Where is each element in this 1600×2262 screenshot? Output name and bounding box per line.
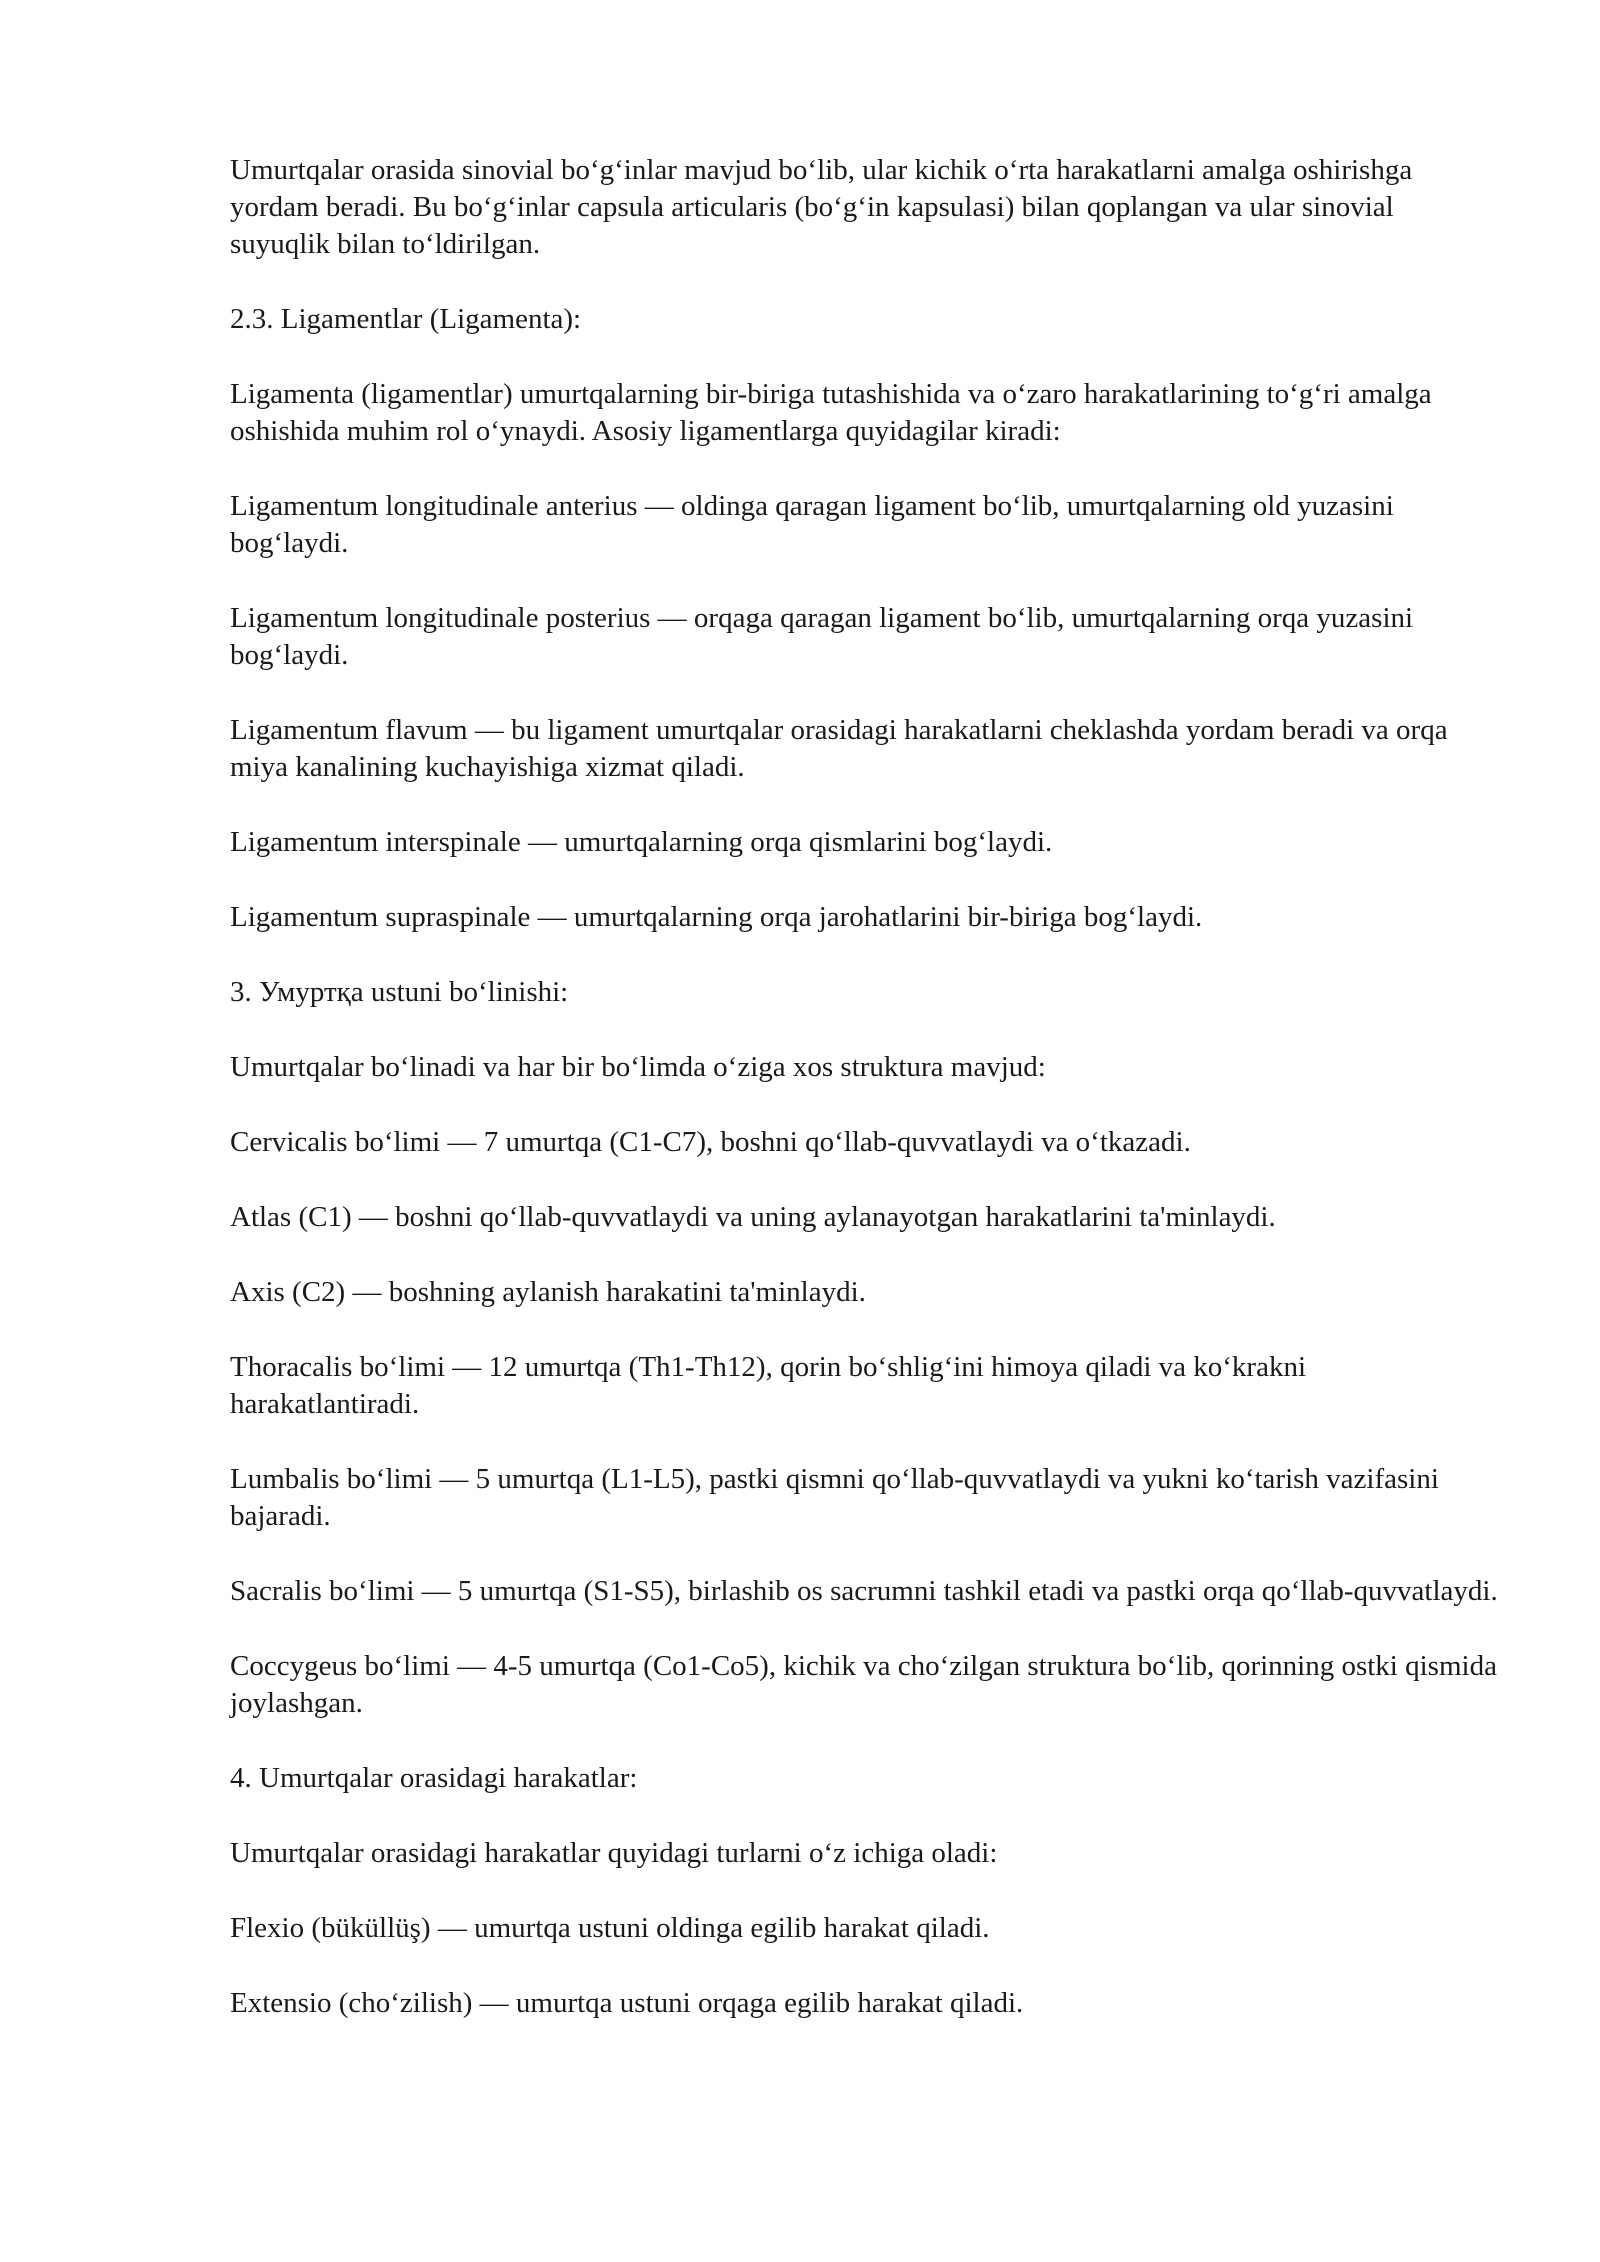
paragraph-movements-intro: Umurtqalar orasidagi harakatlar quyidagi turlarni oʻz ichiga oladi: [230,1837,998,1869]
paragraph-atlas: Atlas (C1) — boshni qoʻllab-quvvatlaydi va uning aylanayotgan harakatlarini ta'minlaydi. [230,1201,1276,1233]
paragraph-flexio: Flexio (büküllüş) — umurtqa ustuni oldinga egilib harakat qiladi. [230,1912,990,1944]
paragraph-ligament-posterius: Ligamentum longitudinale posterius — orqaga qaragan ligament boʻlib, umurtqalarning orqa yuzasini bogʻlaydi. [230,602,1414,671]
paragraph-cervicalis: Cervicalis boʻlimi — 7 umurtqa (C1-C7), boshni qoʻllab-quvvatlaydi va oʻtkazadi. [230,1126,1191,1158]
paragraph-sacralis: Sacralis boʻlimi — 5 umurtqa (S1-S5), birlashib os sacrumni tashkil etadi va pastki orqa qoʻllab-quvvatlaydi. [230,1575,1498,1607]
paragraph-sinovial-joints: Umurtqalar orasida sinovial boʻgʻinlar mavjud boʻlib, ular kichik oʻrta harakatlarni amalga oshirishga yordam beradi. Bu boʻgʻinlar capsula articularis (boʻgʻin kapsulasi) bilan qoplangan va ular sinovial suyuqlik bilan toʻldirilgan. [230,154,1413,260]
paragraph-ligaments-intro: Ligamenta (ligamentlar) umurtqalarning bir-biriga tutashishida va oʻzaro harakatlarining toʻgʻri amalga oshishida muhim rol oʻynaydi. Asosiy ligamentlarga quyidagilar kiradi: [230,378,1432,447]
paragraph-spine-division-intro: Umurtqalar boʻlinadi va har bir boʻlimda oʻziga xos struktura mavjud: [230,1051,1046,1083]
paragraph-coccygeus: Coccygeus boʻlimi — 4-5 umurtqa (Co1-Co5), kichik va choʻzilgan struktura boʻlib, qorinning ostki qismida joylashgan. [230,1650,1497,1719]
section-heading-spine-division: 3. Умуртқа ustuni boʻlinishi: [230,976,569,1008]
paragraph-ligament-supraspinale: Ligamentum supraspinale — umurtqalarning orqa jarohatlarini bir-biriga bogʻlaydi. [230,901,1203,933]
paragraph-ligament-flavum: Ligamentum flavum — bu ligament umurtqalar orasidagi harakatlarni cheklashda yordam beradi va orqa miya kanalining kuchayishiga xizmat qiladi. [230,714,1448,783]
paragraph-ligament-anterius: Ligamentum longitudinale anterius — oldinga qaragan ligament boʻlib, umurtqalarning old yuzasini bogʻlaydi. [230,490,1394,559]
section-heading-movements: 4. Umurtqalar orasidagi harakatlar: [230,1762,638,1794]
paragraph-ligament-interspinale: Ligamentum interspinale — umurtqalarning orqa qismlarini bogʻlaydi. [230,826,1053,858]
paragraph-axis: Axis (C2) — boshning aylanish harakatini ta'minlaydi. [230,1276,866,1308]
section-heading-ligaments: 2.3. Ligamentlar (Ligamenta): [230,303,582,335]
paragraph-lumbalis: Lumbalis boʻlimi — 5 umurtqa (L1-L5), pastki qismni qoʻllab-quvvatlaydi va yukni koʻtarish vazifasini bajaradi. [230,1463,1439,1532]
paragraph-thoracalis: Thoracalis boʻlimi — 12 umurtqa (Th1-Th12), qorin boʻshligʻini himoya qiladi va koʻkrakni harakatlantiradi. [230,1351,1307,1420]
document-page [230,152,1500,2060]
paragraph-extensio: Extensio (choʻzilish) — umurtqa ustuni orqaga egilib harakat qiladi. [230,1987,1024,2019]
